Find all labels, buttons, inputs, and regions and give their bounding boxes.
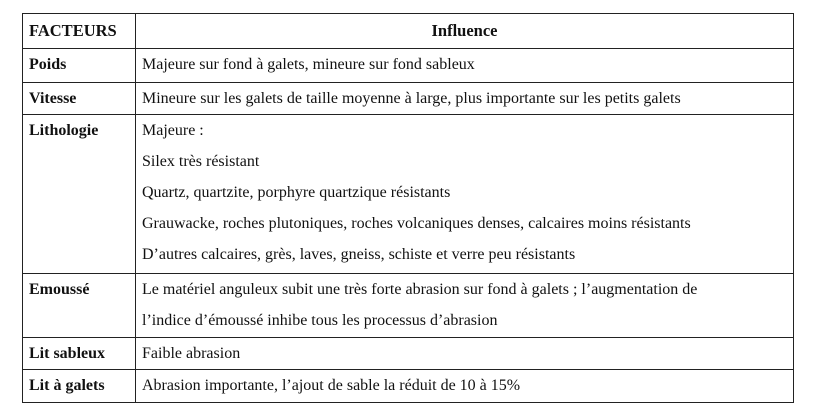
influence-line: Silex très résistant	[142, 153, 260, 170]
influence-cell	[136, 83, 794, 115]
influence-line: Grauwacke, roches plutoniques, roches volcaniques denses, calcaires moins résistants	[142, 215, 691, 232]
table-row	[23, 370, 794, 403]
table-row	[23, 274, 794, 338]
influence-cell	[136, 370, 794, 403]
influence-line: Mineure sur les galets de taille moyenne à large, plus importante sur les petits galets	[142, 90, 681, 107]
factor-cell: Emoussé	[23, 274, 136, 338]
influence-cell	[136, 274, 794, 338]
influence-line: Abrasion importante, l’ajout de sable la réduit de 10 à 15%	[142, 377, 521, 394]
factor-cell: Poids	[23, 49, 136, 83]
factor-cell: Lit à galets	[23, 370, 136, 403]
table-row	[23, 115, 794, 274]
influence-cell	[136, 338, 794, 370]
table-header-row	[23, 14, 794, 49]
influence-line: D’autres calcaires, grès, laves, gneiss, schiste et verre peu résistants	[142, 246, 576, 263]
factors-table	[22, 13, 794, 403]
influence-cell	[136, 115, 794, 274]
table-row	[23, 83, 794, 115]
influence-line: Le matériel anguleux subit une très forte abrasion sur fond à galets ; l’augmentation de	[142, 281, 698, 298]
influence-line: l’indice d’émoussé inhibe tous les processus d’abrasion	[142, 312, 498, 329]
influence-line: Majeure sur fond à galets, mineure sur fond sableux	[142, 56, 475, 73]
influence-line: Majeure :	[142, 122, 204, 139]
influence-cell	[136, 49, 794, 83]
factor-cell: Vitesse	[23, 83, 136, 115]
table-row	[23, 49, 794, 83]
influence-line: Faible abrasion	[142, 345, 241, 362]
factor-cell: Lit sableux	[23, 338, 136, 370]
factor-cell: Lithologie	[23, 115, 136, 274]
header-influence: Influence	[136, 14, 794, 49]
table-row	[23, 338, 794, 370]
influence-line: Quartz, quartzite, porphyre quartzique résistants	[142, 184, 451, 201]
header-factor: FACTEURS	[23, 14, 136, 49]
